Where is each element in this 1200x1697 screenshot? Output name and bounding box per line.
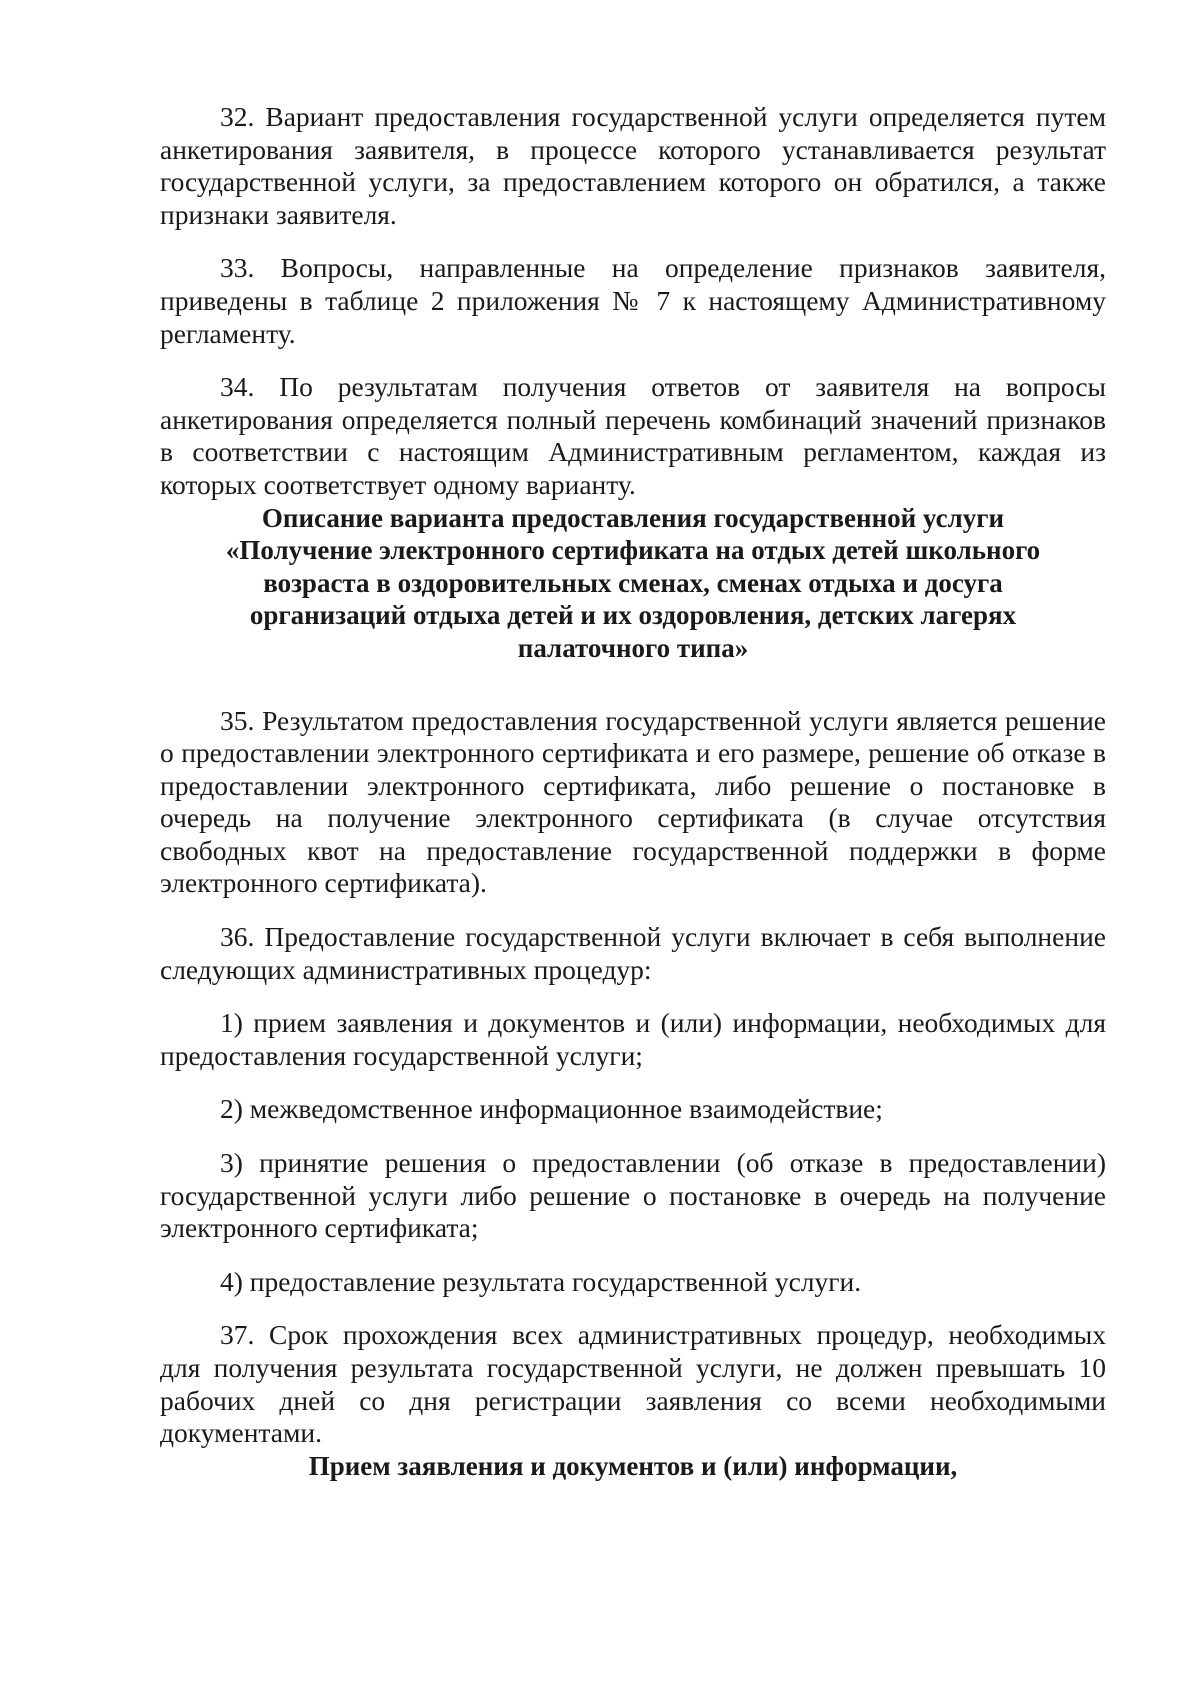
list-item-1: 1) прием заявления и документов и (или) информации, необходимых для предоставления государственной услуги; bbox=[160, 1007, 1106, 1071]
list-item-2: 2) межведомственное информационное взаимодействие; bbox=[220, 1093, 883, 1125]
document-page bbox=[160, 101, 1106, 1482]
paragraph-33: 33. Вопросы, направленные на определение признаков заявителя, приведены в таблице 2 приложения № 7 к настоящему Административному регламенту. bbox=[160, 252, 1106, 349]
section-heading bbox=[160, 502, 1106, 665]
section-heading-line: Описание варианта предоставления государственной услуги bbox=[261, 502, 1005, 533]
section-heading-line: палаточного типа» bbox=[517, 632, 749, 663]
list-item-4: 4) предоставление результата государственной услуги. bbox=[220, 1265, 862, 1297]
list-item-3: 3) принятие решения о предоставлении (об отказе в предоставлении) государственной услуги либо решение о постановке в очередь на получение электронного сертификата; bbox=[160, 1147, 1106, 1244]
section-heading-line: организаций отдыха детей и их оздоровления, детских лагерях bbox=[249, 600, 1017, 631]
paragraph-35: 35. Результатом предоставления государственной услуги является решение о предоставлении электронного сертификата и его размере, решение об отказе в предоставлении электронного сертификата, либо решение о постановке в очередь на получение электронного сертификата (в случае отсутствия свободных квот на предоставление государственной поддержки в форме электронного сертификата). bbox=[160, 704, 1106, 899]
paragraph-36: 36. Предоставление государственной услуги включает в себя выполнение следующих административных процедур: bbox=[160, 921, 1106, 985]
subsection-heading: Прием заявления и документов и (или) информации, bbox=[308, 1450, 958, 1481]
section-heading-line: возраста в оздоровительных сменах, сменах отдыха и досуга bbox=[263, 567, 1003, 598]
paragraph-32: 32. Вариант предоставления государственной услуги определяется путем анкетирования заявителя, в процессе которого устанавливается результат государственной услуги, за предоставлением которого он обратился, а также признаки заявителя. bbox=[160, 101, 1106, 230]
paragraph-37: 37. Срок прохождения всех административных процедур, необходимых для получения результата государственной услуги, не должен превышать 10 рабочих дней со дня регистрации заявления со всеми необходимыми документами. bbox=[160, 1319, 1106, 1449]
section-heading-line: «Получение электронного сертификата на отдых детей школьного bbox=[225, 535, 1041, 566]
paragraph-34: 34. По результатам получения ответов от заявителя на вопросы анкетирования определяется полный перечень комбинаций значений признаков в соответствии с настоящим Административным регламентом, каждая из которых соответствует одному варианту. bbox=[160, 371, 1106, 500]
